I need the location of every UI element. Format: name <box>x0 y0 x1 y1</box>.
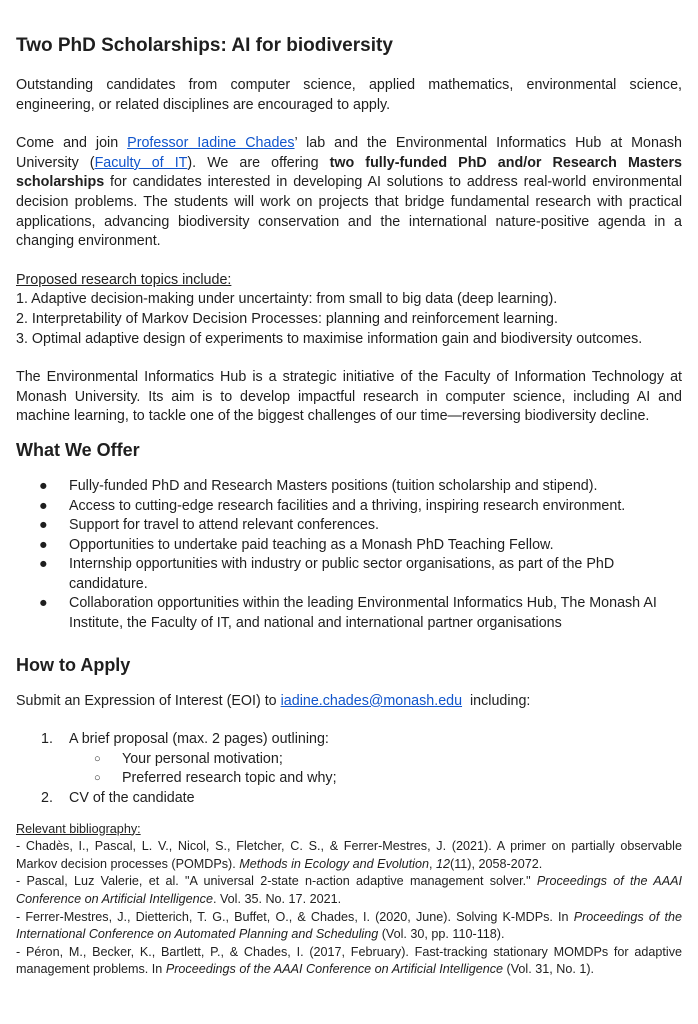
bibliography-entry <box>16 944 682 979</box>
lab-text-3: ). We are offering <box>187 154 330 171</box>
ref-journal: Proceedings of the International Conference on Automated Planning and Scheduling <box>16 909 683 942</box>
sub-item-text: Preferred research topic and why; <box>122 770 337 787</box>
sub-item <box>94 750 682 770</box>
bibliography-heading: Relevant bibliography: <box>16 821 141 836</box>
apply-text-2: including: <box>462 692 531 709</box>
ref-text: (Vol. 30, pp. 110-118). <box>378 927 505 942</box>
offer-item-text: Fully-funded PhD and Research Masters positions (tuition scholarship and stipend). <box>69 477 598 494</box>
ref-journal: Methods in Ecology and Evolution <box>239 856 429 871</box>
lab-text-4: for candidates interested in developing AI solutions to address real-world environmental decision problems. The students will work on projects that bridge fundamental research with practical applications, advancing biodiversity conservation and the international nature-positive agenda in a changing environment. <box>16 174 682 250</box>
lab-text-1: Come and join <box>16 135 128 152</box>
bibliography-entry <box>16 838 682 873</box>
circle-bullet-icon: ○ <box>94 752 101 765</box>
bullet-icon: ● <box>39 497 48 514</box>
ref-text: - Ferrer-Mestres, J., Dietterich, T. G., Buffet, O., & Chades, I. (2020, June). Solving K-MDPs. In <box>16 909 574 924</box>
ref-journal: Proceedings of the AAAI Conference on Artificial Intelligence <box>165 962 504 977</box>
offer-list <box>16 477 682 634</box>
topics-heading: Proposed research topics include: <box>16 271 232 288</box>
scholarship-highlight: two fully-funded PhD and/or Research Masters scholarships <box>16 154 683 191</box>
sub-item-text: Your personal motivation; <box>122 750 283 767</box>
lab-text-2: ’ lab and the Environmental Informatics Hub at Monash University ( <box>16 135 683 171</box>
offer-item-text: Internship opportunities with industry or public sector organisations, as part of the PhD candidature. <box>69 556 615 592</box>
bibliography-list <box>16 838 682 979</box>
offer-item-text: Opportunities to undertake paid teaching as a Monash PhD Teaching Fellow. <box>69 536 554 553</box>
step-number: 2. <box>41 790 53 807</box>
topic-item: 1. Adaptive decision-making under uncertainty: from small to big data (deep learning). <box>16 291 558 308</box>
circle-bullet-icon: ○ <box>94 772 101 785</box>
ref-text: - Pascal, Luz Valerie, et al. "A universal 2-state n-action adaptive management solver." <box>16 874 537 889</box>
page-title: Two PhD Scholarships: AI for biodiversity <box>16 35 393 56</box>
email-link[interactable]: iadine.chades@monash.edu <box>280 692 463 709</box>
step-number: 1. <box>41 731 53 748</box>
offer-item-text: Collaboration opportunities within the leading Environmental Informatics Hub, The Monash AI Institute, the Faculty of IT, and national and international partner organisations <box>69 595 657 632</box>
step-text: A brief proposal (max. 2 pages) outlining: <box>69 731 329 748</box>
bibliography-entry <box>16 873 682 908</box>
offer-item <box>39 536 682 556</box>
offer-heading: What We Offer <box>16 439 140 460</box>
offer-item-text: Support for travel to attend relevant conferences. <box>69 517 379 534</box>
offer-item <box>39 516 682 536</box>
topic-item: 3. Optimal adaptive design of experiments to maximise information gain and biodiversity outcomes. <box>16 330 643 347</box>
ref-text: (11), 2058-2072. <box>450 856 543 871</box>
offer-item-text: Access to cutting-edge research facilities and a thriving, inspiring research environment. <box>69 497 626 514</box>
ref-text: . Vol. 35. No. 17. 2021. <box>212 892 342 906</box>
bullet-icon: ● <box>39 595 48 612</box>
ref-journal: Proceedings of the AAAI Conference on Artificial Intelligence <box>16 874 683 906</box>
ref-text: - Chadès, I., Pascal, L. V., Nicol, S., Fletcher, C. S., & Ferrer-Mestres, J. (2021). A primer on partially observable Markov decision processes (POMDPs). <box>16 839 682 871</box>
step-text: CV of the candidate <box>69 790 195 807</box>
offer-item <box>39 594 682 633</box>
bullet-icon: ● <box>39 477 48 494</box>
lab-paragraph <box>16 134 682 252</box>
topic-item: 2. Interpretability of Markov Decision Processes: planning and reinforcement learning. <box>16 310 558 327</box>
offer-item <box>39 477 682 497</box>
step-item <box>41 789 682 809</box>
bibliography-entry <box>16 909 682 944</box>
step-sublist <box>69 750 682 789</box>
professor-link[interactable]: Professor Iadine Chades <box>127 135 295 152</box>
bullet-icon: ● <box>39 556 48 573</box>
intro-paragraph: Outstanding candidates from computer science, applied mathematics, environmental science, engineering, or related disciplines are encouraged to apply. <box>16 77 682 113</box>
offer-item <box>39 555 682 594</box>
faculty-link[interactable]: Faculty of IT <box>94 154 188 171</box>
apply-heading: How to Apply <box>16 654 131 675</box>
sub-item <box>94 769 682 789</box>
apply-steps <box>16 730 682 808</box>
ref-text: (Vol. 31, No. 1). <box>503 962 595 977</box>
hub-paragraph: The Environmental Informatics Hub is a strategic initiative of the Faculty of Information Technology at Monash University. Its aim is to develop impactful research in computer science, including AI and machine learning, to tackle one of the biggest challenges of our time—reversing biodiversity decline. <box>16 369 682 425</box>
offer-item <box>39 497 682 517</box>
ref-volume: 12 <box>436 856 451 871</box>
ref-text: , <box>429 856 436 871</box>
bullet-icon: ● <box>39 517 48 534</box>
ref-text: - Péron, M., Becker, K., Bartlett, P., & Chades, I. (2017, February). Fast-tracking stationary MOMDPs for adaptive management problems. In <box>16 944 682 977</box>
bullet-icon: ● <box>39 536 48 553</box>
step-item <box>41 730 682 789</box>
apply-instruction <box>16 692 682 712</box>
apply-text-1: Submit an Expression of Interest (EOI) to <box>16 692 281 709</box>
